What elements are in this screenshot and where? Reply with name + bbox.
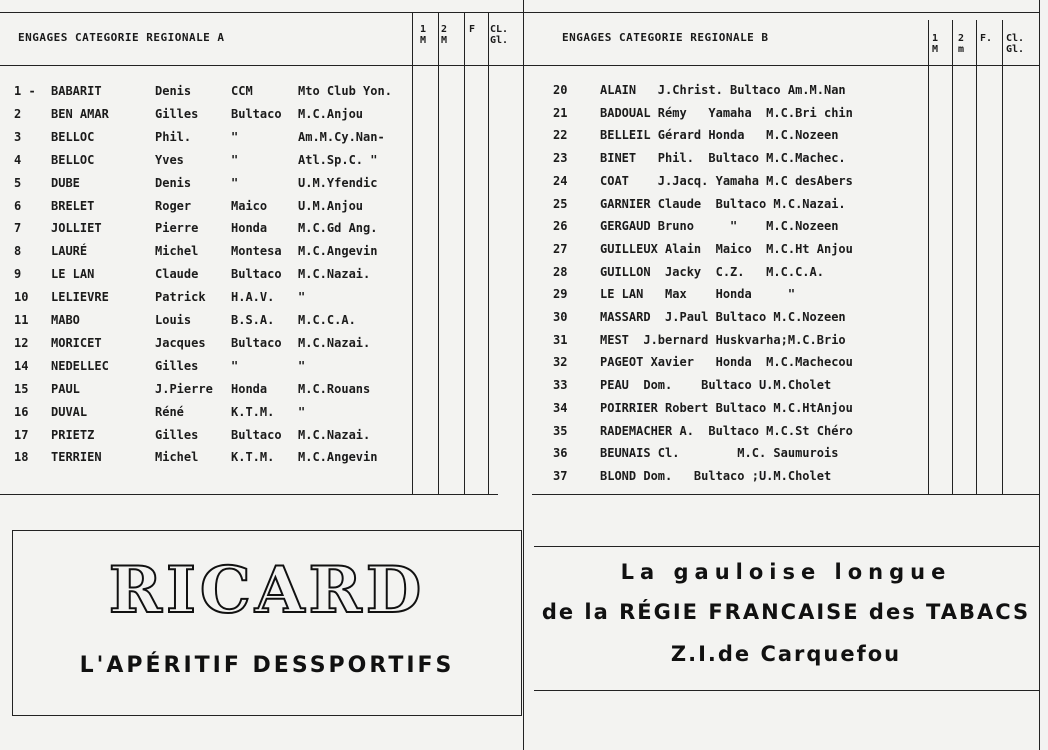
left-table-header: ENGAGES CATEGORIE REGIONALE A [18,31,225,44]
entry-details: COAT J.Jacq. Yamaha M.C desAbers [600,173,853,188]
entry-number: 12 [14,335,29,350]
left-col-2m-label: 2 M [441,24,448,46]
entry-details: BELLEIL Gérard Honda M.C.Nozeen [600,128,839,143]
right-table-row [0,242,928,262]
entry-number: 11 [14,313,29,327]
right-table-row [0,469,928,489]
entry-details: ALAIN J.Christ. Bultaco Am.M.Nan [600,83,846,97]
entry-number: 18 [14,450,29,465]
club-name: U.M.Anjou [298,198,364,213]
entry-details: PAGEOT Xavier Honda M.C.Machecou [600,355,853,370]
rider-firstname: Gilles [155,427,199,442]
entry-number: 37 [553,468,568,483]
entry-number: 17 [14,427,29,442]
entry-details: BEUNAIS Cl. M.C. Saumurois [600,446,839,461]
entry-number: 35 [553,423,568,438]
right-table-row [0,106,928,126]
entry-details: POIRRIER Robert Bultaco M.C.HtAnjou [600,400,853,415]
entry-details: RADEMACHER A. Bultaco M.C.St Chéro [600,423,853,438]
entry-details: MEST J.bernard Huskvarha;M.C.Brio [600,332,846,347]
gauloise-line-2: de la RÉGIE FRANCAISE des TABACS [541,600,1031,624]
entry-number: 25 [553,196,568,211]
right-col-cl [1002,20,1003,494]
entry-number: 22 [553,128,568,143]
motorcycle-make: Montesa [231,244,282,259]
rider-firstname: Pierre [155,221,199,236]
motorcycle-make: " [231,358,239,373]
motorcycle-make: Honda [231,221,268,236]
rider-surname: BEN AMAR [51,106,109,121]
rider-surname: LAURÉ [51,244,88,259]
club-name: Atl.Sp.C. " [298,152,378,167]
club-name: " [298,404,306,419]
rider-surname: LELIEVRE [51,290,109,305]
rider-surname: DUBE [51,175,80,190]
rider-firstname: Jacques [155,335,206,350]
ricard-tagline: L'APÉRITIF DESSPORTIFS [79,653,455,678]
entry-details: LE LAN Max Honda " [600,287,796,302]
rider-firstname: Claude [155,267,199,282]
entry-details: BLOND Dom. Bultaco ;U.M.Cholet [600,468,832,483]
entry-number: 6 [14,198,22,213]
motorcycle-make: K.T.M. [231,404,275,419]
rider-firstname: Louis [155,313,192,327]
gauloise-line-1: La gauloise longue [620,560,952,584]
rider-firstname: Réné [155,404,184,419]
entry-number: 26 [553,219,568,234]
entry-number: 10 [14,290,29,305]
entry-number: 23 [553,151,568,166]
club-name: M.C.Anjou [298,106,364,121]
entry-number: 2 [14,106,22,121]
entry-number: 21 [553,105,568,120]
rider-firstname: Patrick [155,290,206,305]
motorcycle-make: Bultaco [231,267,282,282]
rider-surname: BABARIT [51,84,102,98]
entry-details: GERGAUD Bruno " M.C.Nozeen [600,219,839,234]
entry-details: GUILLEUX Alain Maico M.C.Ht Anjou [600,241,853,256]
motorcycle-make: Bultaco [231,335,282,350]
rider-firstname: J.Pierre [155,381,213,396]
top-border [0,12,1040,13]
rider-surname: BELLOC [51,152,95,167]
right-col-f-label: F. [980,33,993,44]
right-table-row [0,265,928,285]
rider-surname: JOLLIET [51,221,102,236]
entry-number: 4 [14,152,22,167]
entry-details: GUILLON Jacky C.Z. M.C.C.A. [600,264,824,279]
club-name: M.C.Angevin [298,450,378,465]
entry-number: 7 [14,221,22,236]
entry-number: 28 [553,264,568,279]
table-bottom-left [0,494,498,495]
entry-details: PEAU Dom. Bultaco U.M.Cholet [600,378,832,393]
entry-number: 8 [14,244,22,259]
club-name: Am.M.Cy.Nan- [298,129,385,144]
motorcycle-make: " [231,129,239,144]
rider-surname: NEDELLEC [51,358,109,373]
rider-surname: DUVAL [51,404,88,419]
ad-bottom-right [534,690,1040,691]
header-divider [0,65,1040,66]
ricard-brand: RICARD [108,553,426,628]
motorcycle-make: Bultaco [231,427,282,442]
club-name: M.C.Angevin [298,244,378,259]
right-table-row [0,219,928,239]
motorcycle-make: Maico [231,198,268,213]
rider-surname: MABO [51,313,80,327]
entry-details: BINET Phil. Bultaco M.C.Machec. [600,151,846,166]
left-col-f-label: F [469,24,476,35]
rider-surname: BRELET [51,198,95,213]
entry-details: BADOUAL Rémy Yamaha M.C.Bri chin [600,105,853,120]
right-table-row [0,197,928,217]
ricard-advert [12,530,522,716]
gauloise-advert [528,548,1044,690]
motorcycle-make: H.A.V. [231,290,275,305]
entry-number: 20 [553,83,568,97]
right-table-row [0,83,928,103]
motorcycle-make: CCM [231,84,253,98]
entry-number: 30 [553,310,568,324]
entry-number: 14 [14,358,29,373]
right-table-row [0,355,928,375]
rider-surname: LE LAN [51,267,95,282]
entry-number: 36 [553,446,568,461]
entry-number: 34 [553,400,568,415]
right-col-f [976,20,977,494]
entry-number: 27 [553,241,568,256]
club-name: M.C.Nazai. [298,335,371,350]
left-col-1m-label: 1 M [420,24,427,46]
rider-firstname: Yves [155,152,184,167]
right-table-row [0,151,928,171]
motorcycle-make: K.T.M. [231,450,275,465]
club-name: " [298,358,306,373]
rider-surname: PAUL [51,381,80,396]
entry-number: 33 [553,378,568,393]
right-col-1m-label: 1 M [932,33,939,55]
right-table-row [0,310,928,330]
entry-number: 29 [553,287,568,302]
motorcycle-make: " [231,152,239,167]
rider-firstname: Michel [155,244,199,259]
right-table-row [0,401,928,421]
rider-firstname: Gilles [155,106,199,121]
entry-number: 31 [553,332,568,347]
entry-details: MASSARD J.Paul Bultaco M.C.Nozeen [600,310,846,324]
table-bottom-right [532,494,1040,495]
right-table-row [0,333,928,353]
entry-number: 15 [14,381,29,396]
rider-surname: TERRIEN [51,450,102,465]
rider-surname: PRIETZ [51,427,95,442]
motorcycle-make: " [231,175,239,190]
right-table-row [0,424,928,444]
club-name: M.C.C.A. [298,313,356,327]
rider-firstname: Gilles [155,358,199,373]
entry-details: GARNIER Claude Bultaco M.C.Nazai. [600,196,846,211]
right-col-2m [952,20,953,494]
club-name: M.C.Nazai. [298,427,371,442]
right-table-row [0,446,928,466]
entry-number: 32 [553,355,568,370]
right-col-cl-label: Cl. Gl. [1006,33,1025,55]
rider-surname: MORICET [51,335,102,350]
rider-firstname: Roger [155,198,192,213]
club-name: M.C.Nazai. [298,267,371,282]
entry-number: 3 [14,129,22,144]
entry-number: 24 [553,173,568,188]
right-table-row [0,287,928,307]
entry-number: 16 [14,404,29,419]
rider-firstname: Michel [155,450,199,465]
gauloise-line-3: Z.I.de Carquefou [670,642,902,666]
rider-firstname: Denis [155,84,192,98]
right-table-row [0,128,928,148]
entry-number: 9 [14,267,22,282]
entry-number: 5 [14,175,22,190]
ad-top-right [534,546,1040,547]
right-table-row [0,174,928,194]
entry-number: 1 - [14,84,36,98]
right-table-header: ENGAGES CATEGORIE REGIONALE B [562,31,769,44]
motorcycle-make: Honda [231,381,268,396]
left-col-cl-label: CL. Gl. [490,24,509,46]
motorcycle-make: Bultaco [231,106,282,121]
club-name: " [298,290,306,305]
club-name: U.M.Yfendic [298,175,378,190]
rider-surname: BELLOC [51,129,95,144]
rider-firstname: Phil. [155,129,192,144]
rider-firstname: Denis [155,175,192,190]
club-name: M.C.Rouans [298,381,371,396]
club-name: M.C.Gd Ang. [298,221,378,236]
right-col-1m [928,20,929,494]
motorcycle-make: B.S.A. [231,313,275,327]
right-col-2m-label: 2 m [958,33,965,55]
right-table-row [0,378,928,398]
club-name: Mto Club Yon. [298,84,392,98]
